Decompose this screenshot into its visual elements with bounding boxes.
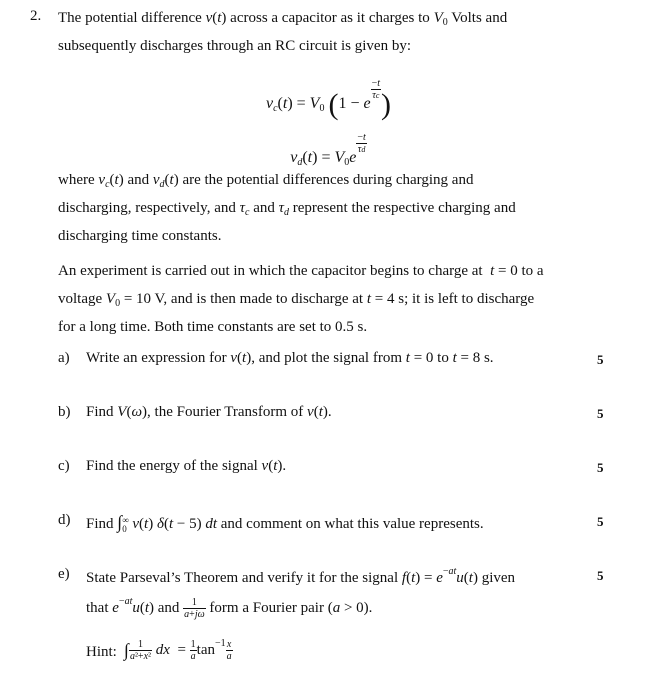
part-e-label: e) xyxy=(58,566,70,582)
hint-label: Hint: xyxy=(86,644,117,660)
where-line-1: where $v_c(t)$ and $v_d(t)$ are the potential differences during charging and xyxy=(58,172,474,190)
question-number: 2. xyxy=(30,8,42,24)
intro-line-1: The potential difference v(t) across a capacitor as it charges to $V_0$ Volts and xyxy=(58,10,508,28)
equation-charging: $v_c(t) = V_0$ (1 − e $\frac{-t}{\tau c}$ ) xyxy=(265,78,392,121)
part-d-text: Find ∫ ∞ 0 v(t) δ(t − 5) dt and comment on what this value represents. xyxy=(86,512,484,534)
part-b-text: Find V(ω), the Fourier Transform of v(t). xyxy=(86,404,332,420)
part-a-marks: 5 xyxy=(597,352,604,367)
part-d-label: d) xyxy=(58,512,71,528)
part-e-text-2: that $e^{-at}u(t)$ and $\frac{1}{a+j\omega}$ form a Fourier pair (a > 0). xyxy=(86,596,373,621)
part-a-text: Write an expression for v(t), and plot the signal from t = 0 to t = 8 s. xyxy=(86,350,494,366)
experiment-line-1: An experiment is carried out in which the capacitor begins to charge at t = 0 to a xyxy=(58,263,544,279)
experiment-line-3: for a long time. Both time constants are set to 0.5 s. xyxy=(58,319,368,335)
experiment-line-2: voltage $V_0 = 10$ V, and is then made to discharge at t = 4 s; it is left to discharge xyxy=(58,291,535,309)
part-d-marks: 5 xyxy=(597,514,604,529)
where-line-2: discharging, respectively, and $\tau_c$ and $\tau_d$ represent the respective charging and xyxy=(58,200,516,218)
part-c-text: Find the energy of the signal v(t). xyxy=(86,458,287,474)
part-e-text: State Parseval’s Theorem and verify it for the signal $f(t) = e^{-at}u(t)$ given xyxy=(86,566,516,586)
intro-line-2: subsequently discharges through an RC circuit is given by: xyxy=(58,38,412,54)
part-e-marks: 5 xyxy=(597,568,604,583)
part-c-marks: 5 xyxy=(597,460,604,475)
part-b-marks: 5 xyxy=(597,406,604,421)
part-b-label: b) xyxy=(58,404,71,420)
part-c-label: c) xyxy=(58,458,70,474)
where-line-3: discharging time constants. xyxy=(58,228,222,244)
part-a-label: a) xyxy=(58,350,70,366)
hint-formula: ∫ $\frac{1}{\text{a²+x²}}$ dx = $\frac{1}{a}$ $\tan^{-1}$ $\frac{x}{a}$ xyxy=(124,638,232,663)
equation-discharging: $v_d(t) = V_0e$ $\frac{-t}{\tau d}$ xyxy=(290,132,366,168)
